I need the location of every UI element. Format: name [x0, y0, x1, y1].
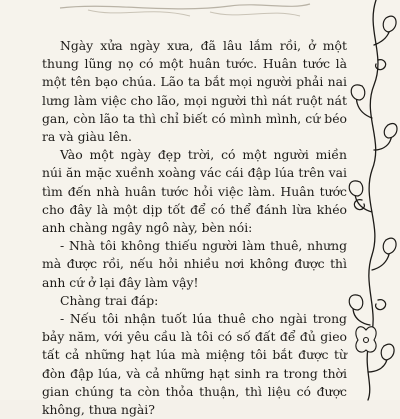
- story-paragraph: Vào một ngày đẹp trời, có một người miền núi ăn mặc xuềnh xoàng vác cái đập lúa trên vai tìm đến nhà huân tước hỏi việc làm. Huân tước cho đây là một dịp tốt để có thể đánh lừa khéo anh chàng ngây ngô này, bèn nói:: [42, 147, 347, 236]
- story-text: [42, 37, 347, 419]
- dialogue-intro: Chàng trai đáp:: [60, 292, 159, 308]
- dialogue-line: - Nếu tôi nhận tuốt lúa thuê cho ngài trong bảy năm, với yêu cầu là tôi có số đất để đủ gieo tất cả những hạt lúa mà miệng tôi bắt được từ đòn đập lúa, và cả những hạt sinh ra trong thời gian chúng ta còn thỏa thuận, thì liệu có được không, thưa ngài?: [42, 311, 347, 418]
- dialogue-line: - Nhà tôi không thiếu người làm thuê, nhưng mà được rồi, nếu hỏi nhiều nơi không được thì anh cứ ở lại đây làm vậy!: [42, 238, 347, 290]
- vine-border-icon: [338, 0, 400, 400]
- story-paragraph: Ngày xửa ngày xưa, đã lâu lắm rồi, ở một thung lũng nọ có một huân tước. Huân tước là một tên bạo chúa. Lão ta bắt mọi người phải nai lưng làm việc cho lão, mọi người thì nát ruột nát gan, còn lão ta thì chỉ biết có mình mình, cứ béo ra và giàu lên.: [42, 38, 347, 145]
